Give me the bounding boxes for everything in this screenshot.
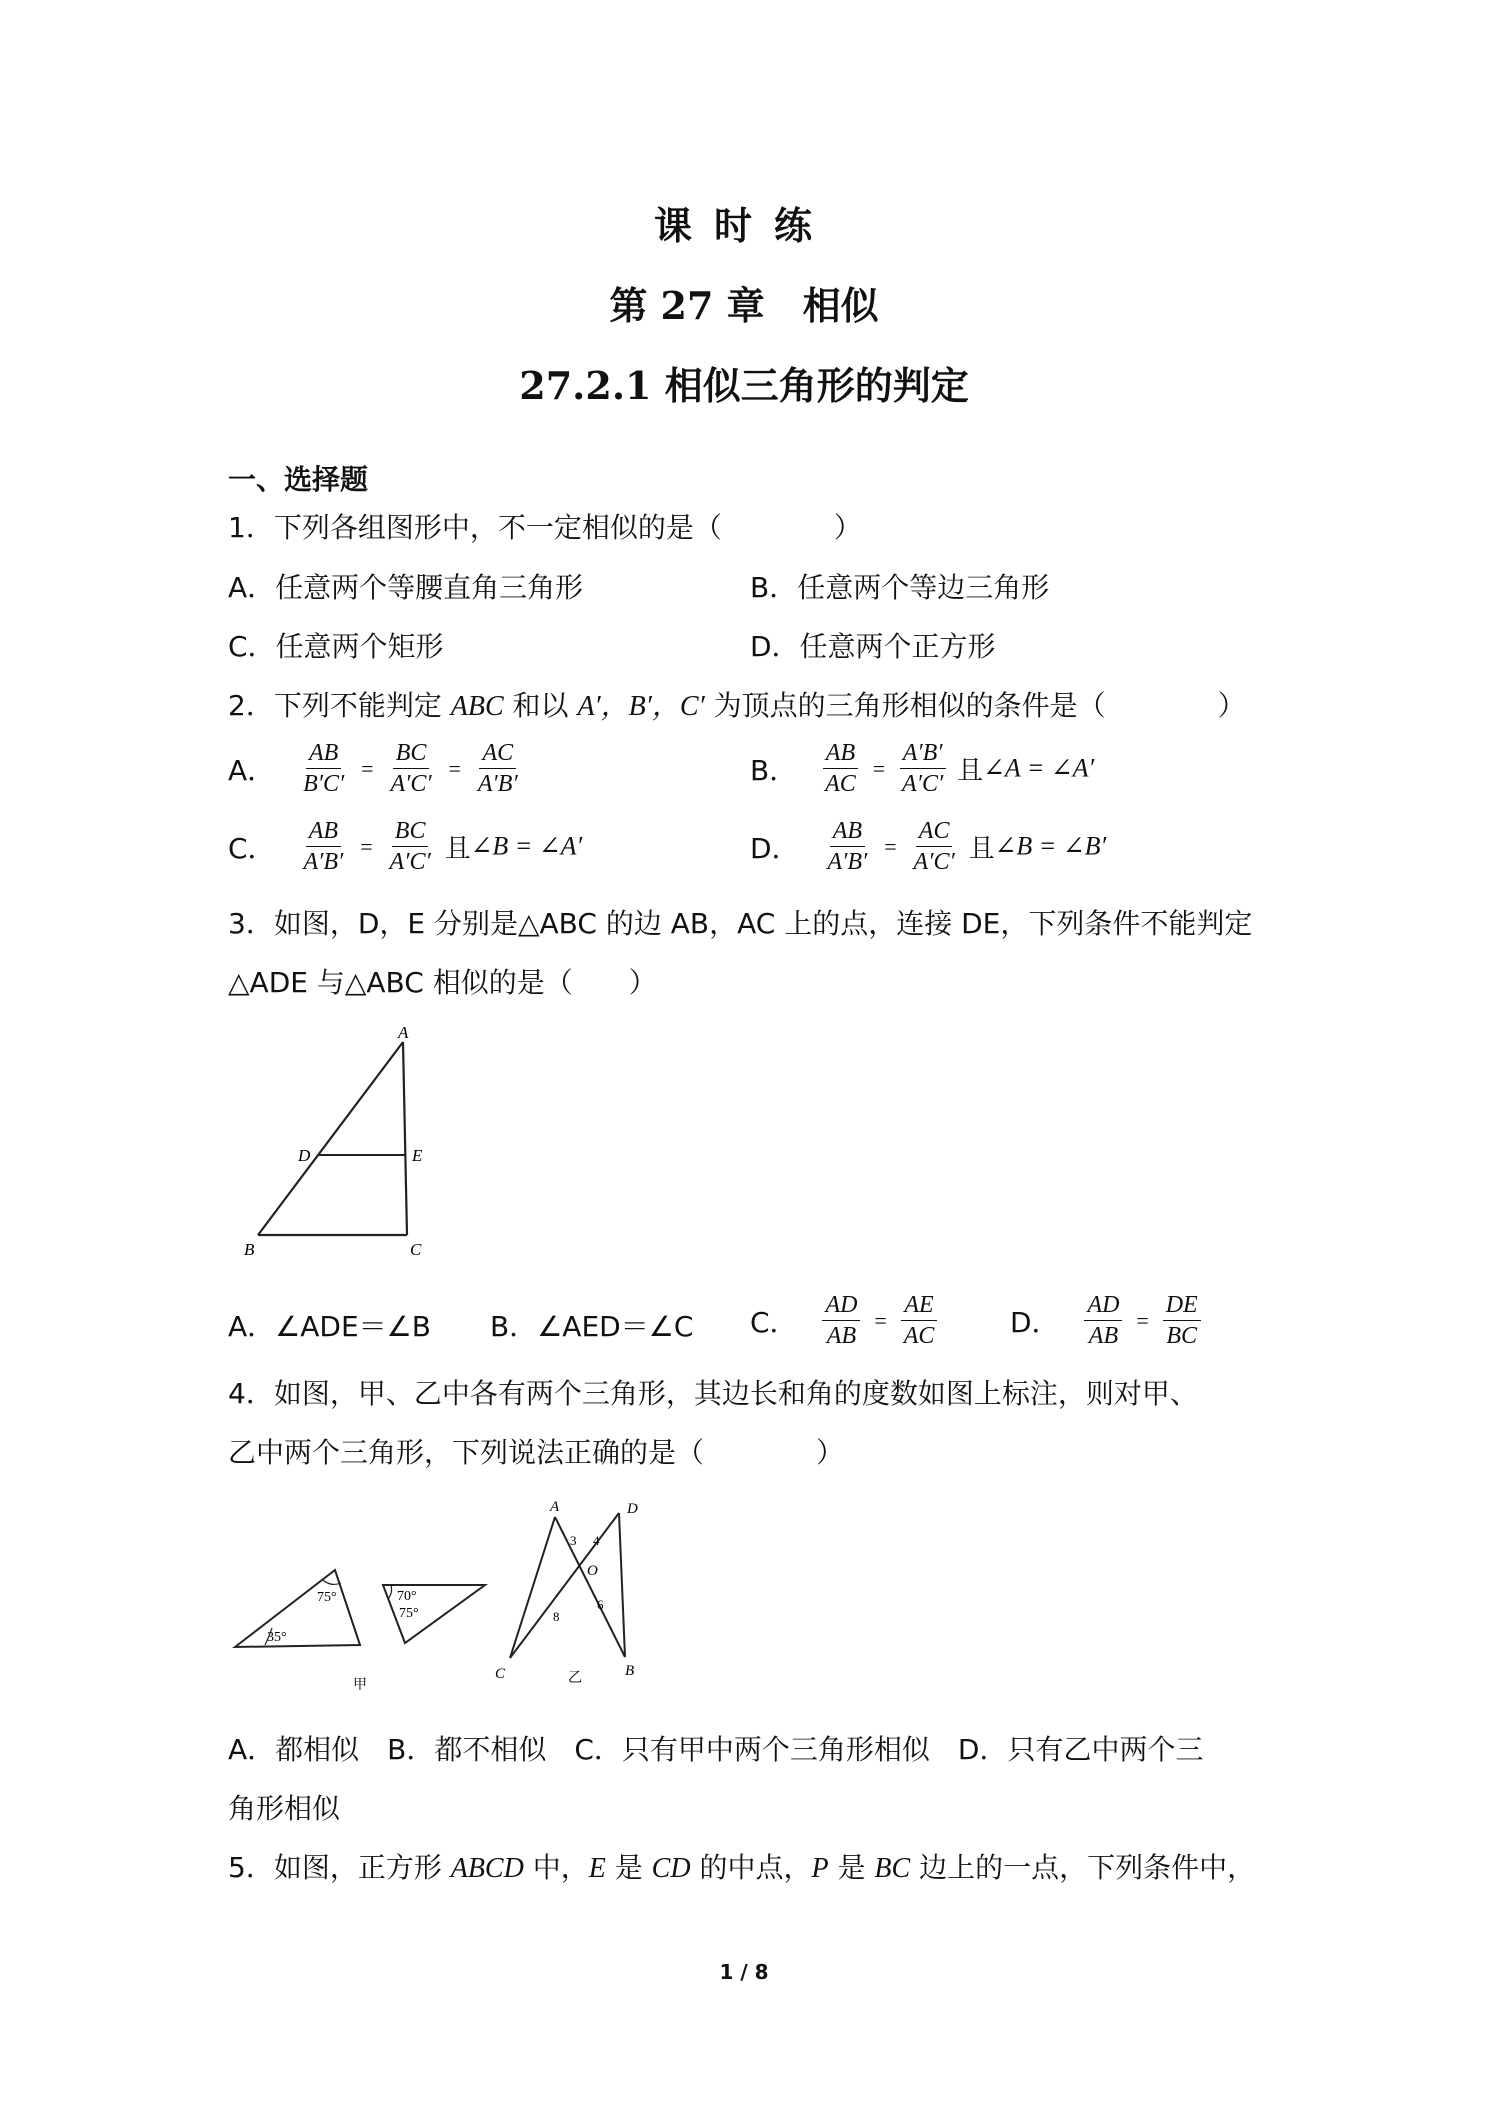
q4-stem-line1: 4．如图，甲、乙中各有两个三角形，其边长和角的度数如图上标注，则对甲、	[228, 1377, 1198, 1410]
q3-stem-line1: 3．如图，D，E 分别是△ABC 的边 AB，AC 上的点，连接 DE，下列条件不能判定	[228, 907, 1253, 940]
yi-length-3: 3	[570, 1533, 577, 1548]
q5-side-cd: CD	[651, 1853, 691, 1884]
q4-options-line1: A．都相似 B．都不相似 C．只有甲中两个三角形相似 D．只有乙中两个三	[228, 1733, 1204, 1766]
numerator: AD	[822, 1290, 860, 1321]
q3-c-label: C．	[750, 1305, 798, 1339]
condition-word: 且	[444, 834, 471, 864]
denominator: AC	[825, 771, 856, 797]
equals-sign: =	[361, 755, 374, 781]
condition-word: 且	[968, 834, 995, 864]
fraction	[899, 738, 946, 799]
q3-option-a: A．∠ADE＝∠B	[228, 1310, 431, 1343]
q5-square-name: ABCD	[450, 1853, 524, 1884]
fraction	[300, 738, 347, 799]
equals-sign: =	[448, 755, 461, 781]
section-heading: 一、选择题	[228, 463, 369, 496]
yi-label-b: B	[625, 1663, 635, 1679]
q5-point-p: P	[811, 1853, 829, 1884]
q2-stem-mid: 和以	[503, 689, 578, 722]
fraction	[822, 1290, 860, 1351]
q3-triangle-figure	[230, 1020, 460, 1270]
q1-option-c: C．任意两个矩形	[228, 630, 444, 663]
q1-option-b: B．任意两个等边三角形	[750, 571, 1050, 604]
doc-title: 课时练	[653, 203, 834, 248]
fraction	[387, 816, 434, 877]
yi-label-d: D	[627, 1501, 638, 1517]
denominator: A′C′	[389, 849, 431, 875]
q4-options-line2: 角形相似	[228, 1792, 341, 1825]
yi-label-c: C	[495, 1666, 506, 1682]
q5-stem-line1	[228, 1846, 1255, 1886]
denominator: AB	[826, 1323, 857, 1349]
q5-text: 5．如图，正方形	[228, 1851, 451, 1884]
page-number: 1 / 8	[719, 1960, 769, 1984]
angle-condition: ∠A = ∠A′	[983, 753, 1095, 783]
yi-label-o: O	[587, 1563, 598, 1579]
fraction	[387, 738, 434, 799]
q1-option-d: D．任意两个正方形	[750, 630, 996, 663]
q2-option-d	[750, 816, 1106, 877]
jia-angle-35: 35°	[267, 1630, 287, 1645]
equals-sign: =	[872, 755, 886, 781]
yi-caption: 乙	[568, 1671, 582, 1686]
yi-length-4: 4	[593, 1533, 600, 1548]
denominator: A′C′	[913, 849, 955, 875]
denominator: A′B′	[827, 849, 868, 875]
q3-option-b: B．∠AED＝∠C	[490, 1310, 694, 1343]
q2-stem-post: 为顶点的三角形相似的条件是（ ）	[704, 689, 1246, 722]
denominator: AC	[903, 1323, 935, 1349]
fraction	[901, 1290, 938, 1351]
side-ab	[258, 1042, 403, 1235]
jia-angle-75b: 75°	[399, 1606, 419, 1621]
jia-triangle-1	[235, 1570, 360, 1647]
denominator: A′C′	[902, 771, 944, 797]
condition-word: 且	[957, 756, 984, 786]
numerator: AC	[479, 738, 516, 769]
q2-stem	[228, 684, 1246, 724]
q2-stem-pre: 2．下列不能判定	[228, 689, 442, 722]
fraction	[911, 816, 958, 877]
numerator: AB	[830, 816, 865, 847]
label-d: D	[298, 1146, 311, 1165]
label-b: B	[244, 1240, 255, 1259]
q2-c-label: C．	[228, 831, 276, 865]
q5-text: 是	[605, 1851, 652, 1884]
q2-stem-points: A′，B′，C′	[577, 691, 705, 722]
denominator: AB	[1088, 1323, 1119, 1349]
equals-sign: =	[874, 1307, 887, 1333]
q3-option-d	[1010, 1290, 1203, 1351]
equals-sign: =	[884, 833, 897, 859]
q2-d-label: D．	[750, 831, 800, 865]
q3-d-label: D．	[1010, 1305, 1060, 1339]
chapter-title: 第 27 章 相似	[609, 283, 879, 328]
denominator: B′C′	[303, 771, 345, 797]
numerator: AB	[823, 738, 858, 769]
numerator: AB	[306, 816, 341, 847]
label-e: E	[412, 1146, 423, 1165]
q2-option-a	[228, 738, 523, 799]
equals-sign: =	[360, 833, 373, 859]
q2-b-label: B．	[750, 753, 798, 787]
label-a: A	[398, 1023, 409, 1042]
numerator: BC	[392, 816, 429, 847]
fraction	[475, 738, 521, 799]
q5-text: 边上的一点，下列条件中，	[910, 1851, 1256, 1884]
numerator: AB	[306, 738, 341, 769]
q2-stem-abc: ABC	[450, 691, 504, 722]
q1-option-a: A．任意两个等腰直角三角形	[228, 571, 584, 604]
q1-stem: 1．下列各组图形中，不一定相似的是（ ）	[228, 511, 862, 544]
jia-angle-75: 75°	[317, 1590, 337, 1605]
side-ac	[403, 1042, 407, 1235]
fraction	[824, 816, 870, 877]
label-c: C	[410, 1240, 422, 1259]
equals-sign: =	[1136, 1307, 1149, 1333]
numerator: AE	[901, 1290, 936, 1321]
denominator: BC	[1166, 1323, 1198, 1349]
yi-label-a: A	[550, 1499, 560, 1515]
yi-length-6: 6	[597, 1597, 604, 1612]
fraction	[822, 738, 859, 799]
numerator: A′B′	[900, 738, 946, 769]
q3-stem-line2: △ADE 与△ABC 相似的是（ ）	[228, 966, 657, 999]
denominator: A′B′	[303, 849, 344, 875]
fraction	[1084, 1290, 1122, 1351]
jia-angle-70: 70°	[397, 1589, 417, 1604]
q4-stem-line2: 乙中两个三角形，下列说法正确的是（ ）	[228, 1436, 845, 1469]
yi-segment-db	[619, 1513, 625, 1657]
fraction	[1163, 1290, 1201, 1351]
denominator: A′C′	[390, 771, 432, 797]
jia-caption: 甲	[353, 1678, 367, 1693]
q5-text: 是	[828, 1851, 875, 1884]
yi-segment-ac	[510, 1517, 555, 1658]
lesson-title: 27.2.1 相似三角形的判定	[519, 363, 969, 408]
q4-figures	[225, 1495, 665, 1695]
numerator: BC	[393, 738, 430, 769]
q5-text: 中，	[523, 1851, 589, 1884]
fraction	[300, 816, 346, 877]
denominator: A′B′	[477, 771, 518, 797]
q5-text: 的中点，	[690, 1851, 812, 1884]
yi-segment-ab	[555, 1517, 625, 1657]
numerator: AC	[916, 816, 953, 847]
q2-a-label: A．	[228, 753, 276, 787]
angle-condition: ∠B = ∠B′	[994, 831, 1107, 861]
q2-option-b	[750, 738, 1094, 799]
q5-point-e: E	[588, 1853, 606, 1884]
yi-length-8: 8	[553, 1609, 560, 1624]
numerator: AD	[1084, 1290, 1122, 1321]
numerator: DE	[1163, 1290, 1201, 1321]
angle-condition: ∠B = ∠A′	[470, 831, 583, 861]
q5-side-bc: BC	[874, 1853, 911, 1884]
q3-option-c	[750, 1290, 939, 1351]
q2-option-c	[228, 816, 582, 877]
